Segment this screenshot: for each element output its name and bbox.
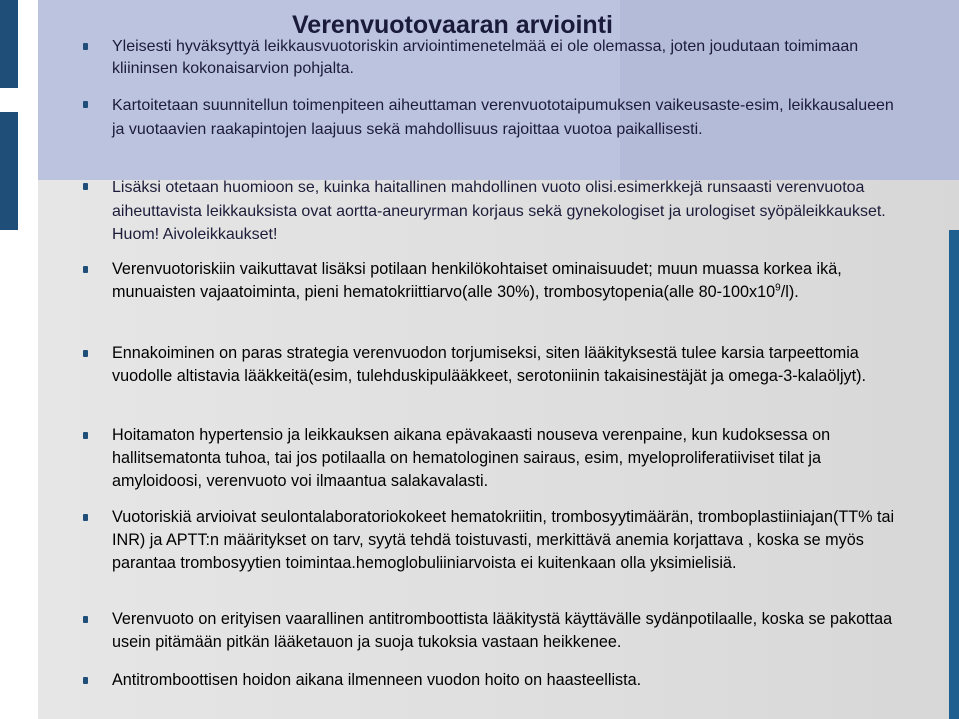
bullet-item [112, 608, 902, 654]
bullet-text: Ennakoiminen on paras strategia verenvuodon torjumiseksi, siten lääkityksestä tulee karsia tarpeettomia vuodolle altistavia lääkkeitä(esim, tulehduskipulääkkeet, serotoniinin takaisinestäjät ja omega-3-kalaöljyt). [112, 344, 867, 385]
header-background-accent [620, 0, 959, 180]
left-accent-bar-top [0, 0, 18, 88]
bullet-icon [83, 183, 88, 190]
left-accent-bar-middle [0, 112, 18, 230]
bullet-item [112, 176, 902, 247]
bullet-item [112, 669, 902, 692]
bullet-icon [83, 432, 88, 439]
bullet-text: Antitromboottisen hoidon aikana ilmenneen vuodon hoito on haasteellista. [112, 671, 642, 689]
slide-title: Verenvuotovaaran arviointi [292, 11, 613, 39]
bullet-text: Yleisesti hyväksyttyä leikkausvuotoriskin arviointimenetelmää ei ole olemassa, joten joudutaan toimimaan kliininsen kokonaisarvion pohjalta. [112, 38, 859, 77]
bullet-text: Kartoitetaan suunnitellun toimenpiteen aiheuttaman verenvuototaipumuksen vaikeusaste-esim, leikkausalueen ja vuotaavien raakapintojen laajuus sekä mahdollisuus rajoittaa vuotoa paikallisesti. [112, 97, 894, 138]
bullet-text-end: /l). [780, 283, 799, 301]
bullet-text: Verenvuoto on erityisen vaarallinen antitromboottista lääkitystä käyttävälle sydänpotilaalle, koska se pakottaa usein pitämään pitkän lääketauon ja suoja tukoksia vastaan heikkenee. [112, 610, 893, 651]
bullet-text: Hoitamaton hypertensio ja leikkauksen aikana epävakaasti nouseva verenpaine, kun kudoksessa on hallitsematonta tuhoa, tai jos potilaalla on hematologinen sairaus, esim, myeloproliferatiiviset tilat ja amyloidoosi, verenvuoto voi ilmaantua salakavalasti. [112, 426, 831, 490]
bullet-item [112, 424, 902, 493]
bullet-icon [83, 616, 88, 623]
bullet-text: Vuotoriskiä arvioivat seulontalaboratoriokokeet hematokriitin, trombosyytimäärän, tromboplastiiniajan(TT% tai INR) ja APTT:n määritykset on tarv, syytä tehdä toistuvasti, merkittävä anemia korjattava , koska se myös parantaa trombosyytien toimintaa.hemoglobuliiniarvoista ei kuitenkaan olla yksimielisiä. [112, 508, 895, 572]
bullet-text: Verenvuotoriskiin vaikuttavat lisäksi potilaan henkilökohtaiset ominaisuudet; muun muassa korkea ikä, munuaisten vajaatoiminta, pieni hematokriittiarvo(alle 30%), trombosytopenia(alle 80-100x10 [112, 260, 842, 301]
bullet-icon [83, 514, 88, 521]
superscript-exponent: 9 [775, 282, 781, 294]
bullet-item [112, 258, 902, 304]
bullet-item [112, 36, 902, 80]
bullet-icon [83, 677, 88, 684]
right-accent-bar [949, 230, 959, 719]
bullet-icon [83, 43, 88, 50]
bullet-item [112, 94, 902, 141]
bullet-text: Lisäksi otetaan huomioon se, kuinka haitallinen mahdollinen vuoto olisi.esimerkkejä runsaasti verenvuotoa aiheuttavista leikkauksista ovat aortta-aneuryrman korjaus sekä gynekologiset ja urologiset syöpäleikkaukset. Huom! Aivoleikkaukset! [112, 179, 886, 243]
bullet-item [112, 342, 902, 388]
bullet-item [112, 506, 902, 575]
bullet-icon [83, 350, 88, 357]
bullet-icon [83, 101, 88, 108]
bullet-icon [83, 266, 88, 273]
